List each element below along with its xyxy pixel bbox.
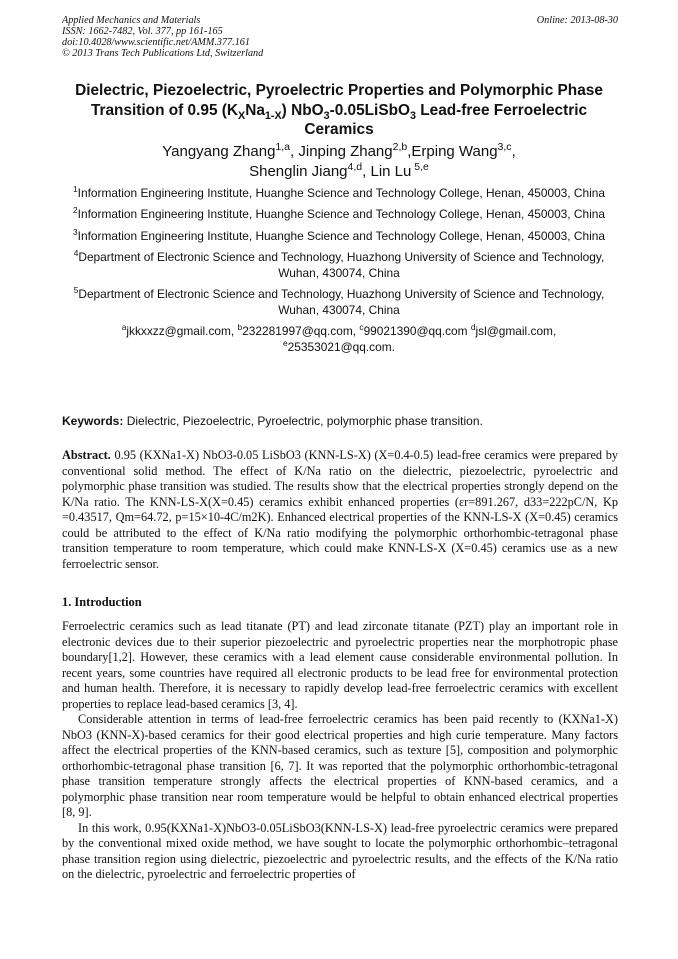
- affiliation: $^3$Information Engineering Institute, Huanghe Science and Technology College, Henan, 450003, China: [73, 226, 605, 243]
- affiliation: $^1$Information Engineering Institute, Huanghe Science and Technology College, Henan, 450003, China: [73, 184, 605, 200]
- journal-header: [62, 15, 618, 59]
- affiliation: $^2$Information Engineering Institute, Huanghe Science and Technology College, Henan, 450003, China: [73, 205, 605, 222]
- email-link[interactable]: jsl@gmail.com,: [475, 323, 557, 338]
- email-link[interactable]: 99021390@qq.com: [363, 323, 471, 338]
- abstract: [62, 448, 618, 572]
- email-list: $^a$jkkxxzz@gmail.com, $^b$232281997@qq.com, $^c$99021390@qq.com $^d$jsl@gmail.com, $^e$25353021@qq.com.: [121, 321, 557, 354]
- doi-line: doi:10.4028/www.scientific.net/AMM.377.161: [62, 37, 250, 48]
- author: Lin Lu $^{5,e}$: [370, 161, 429, 180]
- author: Yangyang Zhang$^{1,a}$,: [162, 141, 299, 160]
- email-link[interactable]: 232281997@qq.com,: [242, 323, 360, 338]
- author: Jinping Zhang$^{2,b}$,: [298, 141, 412, 160]
- author: Erping Wang$^{3,c}$,: [411, 141, 516, 160]
- keywords-label: Keywords:: [62, 414, 124, 428]
- affiliation: $^5$Department of Electronic Science and Technology, Huazhong University of Science and Technology, Wuhan, 430074, China: [73, 284, 605, 317]
- author: Shenglin Jiang$^{4,d}$,: [249, 161, 371, 180]
- email-link[interactable]: jkkxxzz@gmail.com,: [126, 323, 238, 338]
- abstract-text: 0.95 (KXNa1-X) NbO3-0.05 LiSbO3 (KNN-LS-X) (X=0.4-0.5) lead-free ceramics were prepared by conventional solid method. The effect of K/Na ratio on the dielectric, piezoelectric, pyroelectric and polymorphic phase transition was studied. The results show that the electrical properties strongly depend on the K/Na ratio. The KNN-LS-X(X=0.45) ceramics exhibit enhanced properties (εr=891.267, d33=222pC/N, Kp =0.43517, Qm=64.72, p=15×10-4C/m2K). Enhanced electrical properties of the KNN-LS-X (X=0.45) ceramics could be attributed to the effect of K/Na ratio modifying the polymorphic orthorhombic-tetragonal phase transition temperature to room temperature, which could make KNN-LS-X (X=0.45) ceramics use as a new ferroelectric sensor.: [62, 448, 618, 571]
- online-date: Online: 2013-08-30: [536, 15, 618, 26]
- paragraph: Ferroelectric ceramics such as lead titanate (PT) and lead zirconate titanate (PZT) play an important role in electronic devices due to their superior piezoelectric and pyroelectric properties near the morphotropic phase boundary[1,2]. However, these ceramics with a lead element cause considerable environmental pollution. In recent years, some countries have required all electronic products to be lead free for environmental protection and human health. Therefore, it is necessary to rapidly develop lead-free ferroelectric ceramics with excellent properties to replace lead-based ceramics [3, 4].: [62, 619, 618, 711]
- journal-name: Applied Mechanics and Materials: [62, 15, 201, 26]
- section-heading: 1. Introduction: [62, 595, 142, 609]
- copyright-line: © 2013 Trans Tech Publications Ltd, Switzerland: [62, 48, 264, 59]
- paragraph: Considerable attention in terms of lead-free ferroelectric ceramics has been paid recently to (KXNa1-X) NbO3 (KNN-X)-based ceramics for their good electrical properties and high curie temperature. Many factors affect the electrical properties of the KNN-based ceramics, such as texture [5], composition and polymorphic orthorhombic-tetragonal phase transition [6, 7]. It was reported that the polymorphic orthorhombic-tetragonal phase transition temperature strongly affects the electrical properties of KNN-based ceramics, and a polymorphic phase transition near room temperature would be helpful to obtain enhanced electrical properties [8, 9].: [62, 712, 618, 819]
- abstract-label: Abstract.: [62, 448, 111, 462]
- paper-title: Dielectric, Piezoelectric, Pyroelectric Properties and Polymorphic Phase Transition of 0.95 $(K_XNa_{1-X})$ NbO$_3$-0.05LiSbO$_3$ Lead-free Ferroelectric Ceramics: [75, 82, 603, 138]
- affiliation-list: [72, 186, 606, 355]
- paragraph: In this work, 0.95(KXNa1-X)NbO3-0.05LiSbO3(KNN-LS-X) lead-free pyroelectric ceramics were prepared by the conventional mixed oxide method, we have sought to locate the polymorphic orthorhombic–tetragonal phase transition region using dielectric, piezoelectric and pyroelectric results, and the effects of the K/Na ratio on the dielectric, pyroelectric and ferroelectric properties of: [62, 820, 618, 881]
- author-list: [60, 142, 618, 182]
- keywords: [62, 414, 618, 429]
- affiliation: $^4$Department of Electronic Science and Technology, Huazhong University of Science and Technology, Wuhan, 430074, China: [73, 247, 605, 280]
- keywords-text: Dielectric, Piezoelectric, Pyroelectric, polymorphic phase transition.: [123, 414, 483, 428]
- issn-line: ISSN: 1662-7482, Vol. 377, pp 161-165: [62, 26, 223, 37]
- email-link[interactable]: 25353021@qq.com.: [287, 339, 395, 354]
- introduction-body: [62, 619, 618, 883]
